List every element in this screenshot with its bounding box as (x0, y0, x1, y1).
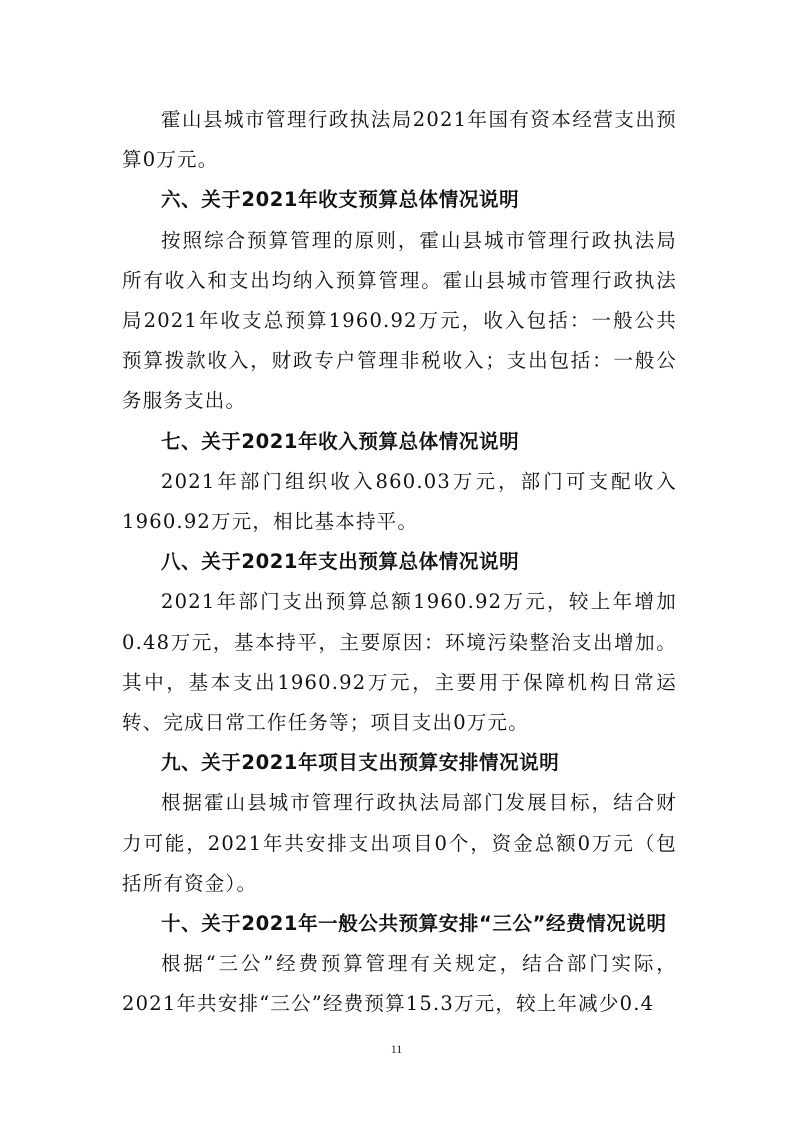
paragraph-section-10: 根据“三公”经费预算管理有关规定，结合部门实际，2021年共安排“三公”经费预算15.3万元，较上年减少0.4 (122, 952, 677, 1016)
paragraph-section-8: 2021年部门支出预算总额1960.92万元，较上年增加0.48万元，基本持平，主要原因：环境污染整治支出增加。其中，基本支出1960.92万元，主要用于保障机构日常运转、完成日常工作任务等；项目支出0万元。 (122, 590, 677, 735)
heading-section-6: 六、关于2021年收支预算总体情况说明 (161, 188, 520, 212)
paragraph-section-9: 根据霍山县城市管理行政执法局部门发展目标，结合财力可能，2021年共安排支出项目0个，资金总额0万元（包括所有资金）。 (122, 791, 677, 895)
paragraph-section-7: 2021年部门组织收入860.03万元，部门可支配收入1960.92万元，相比基本持平。 (122, 469, 677, 534)
heading-section-7: 七、关于2021年收入预算总体情况说明 (161, 429, 520, 453)
paragraph-capital-budget: 霍山县城市管理行政执法局2021年国有资本经营支出预算0万元。 (122, 108, 677, 172)
heading-section-8: 八、关于2021年支出预算总体情况说明 (161, 550, 520, 574)
heading-section-9: 九、关于2021年项目支出预算安排情况说明 (161, 751, 560, 775)
document-body (122, 100, 677, 1025)
heading-section-10: 十、关于2021年一般公共预算安排“三公”经费情况说明 (161, 912, 667, 936)
page-number: 11 (390, 1042, 403, 1056)
paragraph-section-6: 按照综合预算管理的原则，霍山县城市管理行政执法局所有收入和支出均纳入预算管理。霍山县城市管理行政执法局2021年收支总预算1960.92万元，收入包括：一般公共预算拨款收入，财政专户管理非税收入；支出包括：一般公务服务支出。 (122, 228, 677, 413)
